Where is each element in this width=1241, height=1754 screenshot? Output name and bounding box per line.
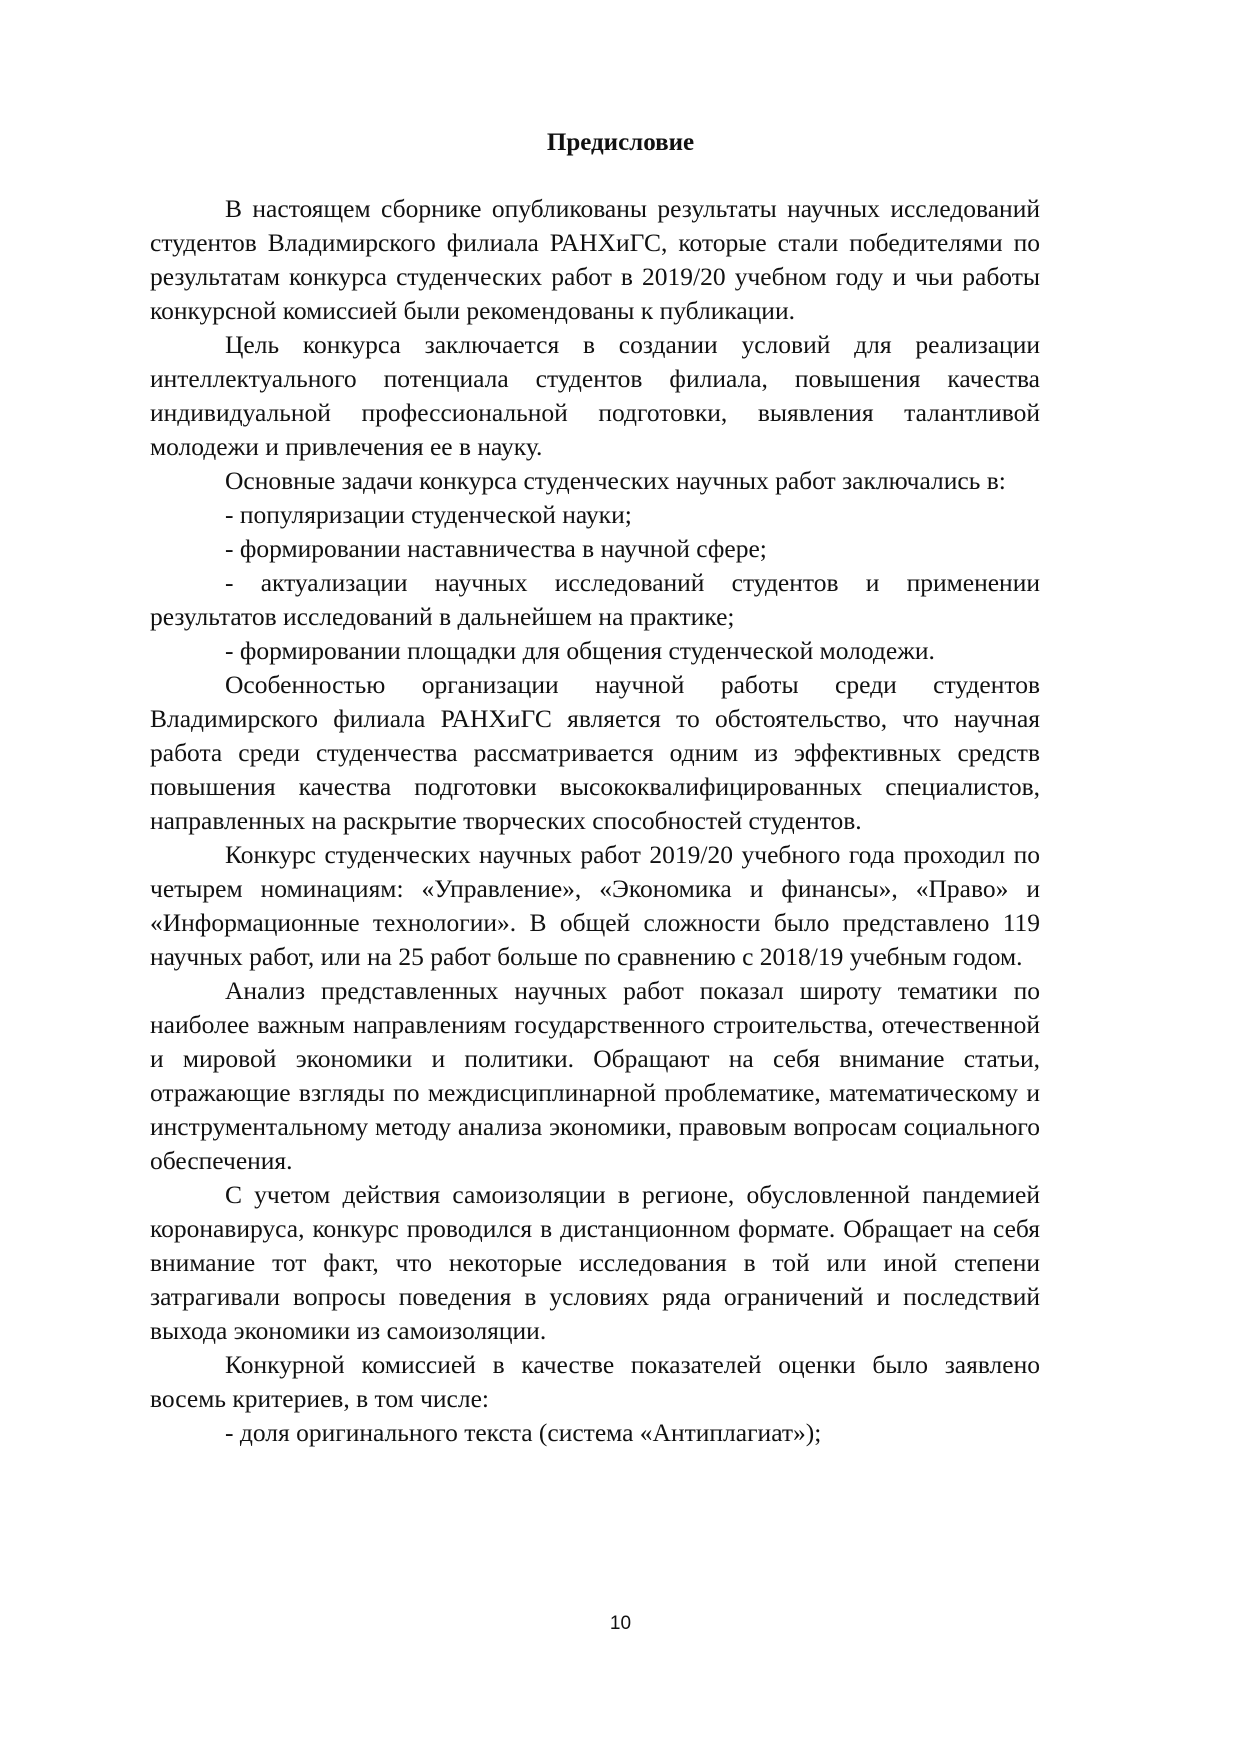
paragraph-features: Особенностью организации научной работы среди студентов Владимирского филиала РАНХиГС является то обстоятельство, что научная работа среди студенчества рассматривается одним из эффективных средств повышения качества подготовки высококвалифицированных специалистов, направленных на раскрытие творческих способностей студентов. [150, 670, 1040, 835]
paragraph-intro: В настоящем сборнике опубликованы результаты научных исследований студентов Владимирского филиала РАНХиГС, которые стали победителями по результатам конкурса студенческих работ в 2019/20 учебном году и чьи работы конкурсной комиссией были рекомендованы к публикации. [150, 194, 1040, 325]
list-item: - популяризации студенческой науки; [225, 500, 632, 529]
page-title: Предисловие [546, 129, 695, 156]
list-item: - доля оригинального текста (система «Антиплагиат»); [225, 1418, 822, 1447]
paragraph-criteria: Конкурной комиссией в качестве показателей оценки было заявлено восемь критериев, в том числе: [150, 1350, 1040, 1413]
body-text [150, 192, 1040, 1450]
page-number: 10 [609, 1613, 632, 1634]
list-item: - формировании наставничества в научной сфере; [225, 534, 767, 563]
paragraph-self-isolation: С учетом действия самоизоляции в регионе, обусловленной пандемией коронавируса, конкурс проводился в дистанционном формате. Обращает на себя внимание тот факт, что некоторые исследования в той или иной степени затрагивали вопросы поведения в условиях ряда ограничений и последствий выхода экономики из самоизоляции. [150, 1180, 1040, 1345]
paragraph-contest: Конкурс студенческих научных работ 2019/20 учебного года проходил по четырем номинациям: «Управление», «Экономика и финансы», «Право» и «Информационные технологии». В общей сложности было представлено 119 научных работ, или на 25 работ больше по сравнению с 2018/19 учебным годом. [150, 840, 1040, 971]
paragraph-tasks-intro: Основные задачи конкурса студенческих научных работ заключались в: [225, 466, 1006, 495]
list-item: - формировании площадки для общения студенческой молодежи. [225, 636, 935, 665]
paragraph-analysis: Анализ представленных научных работ показал широту тематики по наиболее важным направлениям государственного строительства, отечественной и мировой экономики и политики. Обращают на себя внимание статьи, отражающие взгляды по междисциплинарной проблематике, математическому и инструментальному методу анализа экономики, правовым вопросам социального обеспечения. [150, 976, 1040, 1175]
list-item: - актуализации научных исследований студентов и применении результатов исследований в дальнейшем на практике; [150, 568, 1040, 631]
paragraph-goal: Цель конкурса заключается в создании условий для реализации интеллектуального потенциала студентов филиала, повышения качества индивидуальной профессиональной подготовки, выявления талантливой молодежи и привлечения ее в науку. [150, 330, 1040, 461]
